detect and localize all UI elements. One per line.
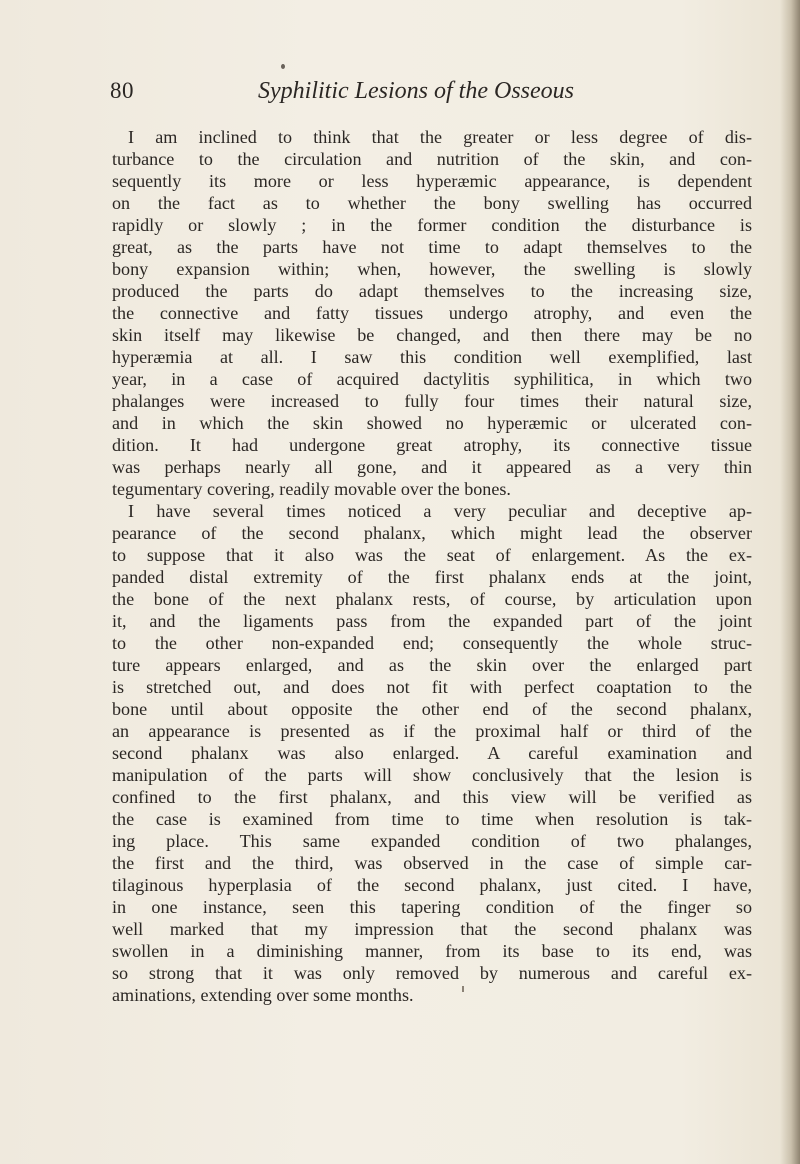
text-line: to the other non-expanded end; consequently the whole struc- xyxy=(112,633,752,653)
text-line: the connective and fatty tissues undergo atrophy, and even the xyxy=(112,303,752,323)
text-line: so strong that it was only removed by numerous and careful ex- xyxy=(112,963,752,983)
text-line: bone until about opposite the other end of the second phalanx, xyxy=(112,699,752,719)
running-title: Syphilitic Lesions of the Osseous xyxy=(258,78,574,104)
paragraph xyxy=(112,126,752,500)
text-line: the first and the third, was observed in the case of simple car- xyxy=(112,853,752,873)
text-line: year, in a case of acquired dactylitis syphilitica, in which two xyxy=(112,369,752,389)
text-line: it, and the ligaments pass from the expanded part of the joint xyxy=(112,611,752,631)
text-line: I am inclined to think that the greater or less degree of dis- xyxy=(128,127,752,147)
text-line: was perhaps nearly all gone, and it appeared as a very thin xyxy=(112,457,752,477)
text-line: I have several times noticed a very peculiar and deceptive ap- xyxy=(128,501,752,521)
text-line: sequently its more or less hyperæmic appearance, is dependent xyxy=(112,171,752,191)
text-line: phalanges were increased to fully four times their natural size, xyxy=(112,391,752,411)
paragraph xyxy=(112,500,752,1006)
page-edge-shadow xyxy=(780,0,800,1164)
text-line: tilaginous hyperplasia of the second phalanx, just cited. I have, xyxy=(112,875,752,895)
text-line: panded distal extremity of the first phalanx ends at the joint, xyxy=(112,567,752,587)
text-line: an appearance is presented as if the proximal half or third of the xyxy=(112,721,752,741)
text-line: great, as the parts have not time to adapt themselves to the xyxy=(112,237,752,257)
text-line: rapidly or slowly ; in the former condition the disturbance is xyxy=(112,215,752,235)
text-line: aminations, extending over some months. xyxy=(112,985,414,1005)
text-line: ture appears enlarged, and as the skin over the enlarged part xyxy=(112,655,752,675)
text-line: is stretched out, and does not fit with perfect coaptation to the xyxy=(112,677,752,697)
text-line: to suppose that it also was the seat of enlargement. As the ex- xyxy=(112,545,752,565)
text-line: turbance to the circulation and nutrition of the skin, and con- xyxy=(112,149,752,169)
text-line: bony expansion within; when, however, the swelling is slowly xyxy=(112,259,752,279)
text-line: ing place. This same expanded condition of two phalanges, xyxy=(112,831,752,851)
ink-dot xyxy=(281,64,285,69)
text-line: swollen in a diminishing manner, from its base to its end, was xyxy=(112,941,752,961)
page-number: 80 xyxy=(110,78,134,103)
text-line: well marked that my impression that the second phalanx was xyxy=(112,919,752,939)
text-line: second phalanx was also enlarged. A careful examination and xyxy=(112,743,752,763)
text-line: on the fact as to whether the bony swelling has occurred xyxy=(112,193,752,213)
text-line: confined to the first phalanx, and this view will be verified as xyxy=(112,787,752,807)
text-line: hyperæmia at all. I saw this condition well exemplified, last xyxy=(112,347,752,367)
text-line: manipulation of the parts will show conclusively that the lesion is xyxy=(112,765,752,785)
text-line: dition. It had undergone great atrophy, its connective tissue xyxy=(112,435,752,455)
text-line: tegumentary covering, readily movable over the bones. xyxy=(112,479,511,499)
body-text xyxy=(112,126,752,1006)
text-line: pearance of the second phalanx, which might lead the observer xyxy=(112,523,752,543)
page-header xyxy=(110,78,750,112)
text-line: and in which the skin showed no hyperæmic or ulcerated con- xyxy=(112,413,752,433)
text-line: skin itself may likewise be changed, and then there may be no xyxy=(112,325,752,345)
text-line: the bone of the next phalanx rests, of course, by articulation upon xyxy=(112,589,752,609)
ink-mark xyxy=(462,986,464,992)
text-line: the case is examined from time to time when resolution is tak- xyxy=(112,809,752,829)
text-line: in one instance, seen this tapering condition of the finger so xyxy=(112,897,752,917)
text-line: produced the parts do adapt themselves to the increasing size, xyxy=(112,281,752,301)
